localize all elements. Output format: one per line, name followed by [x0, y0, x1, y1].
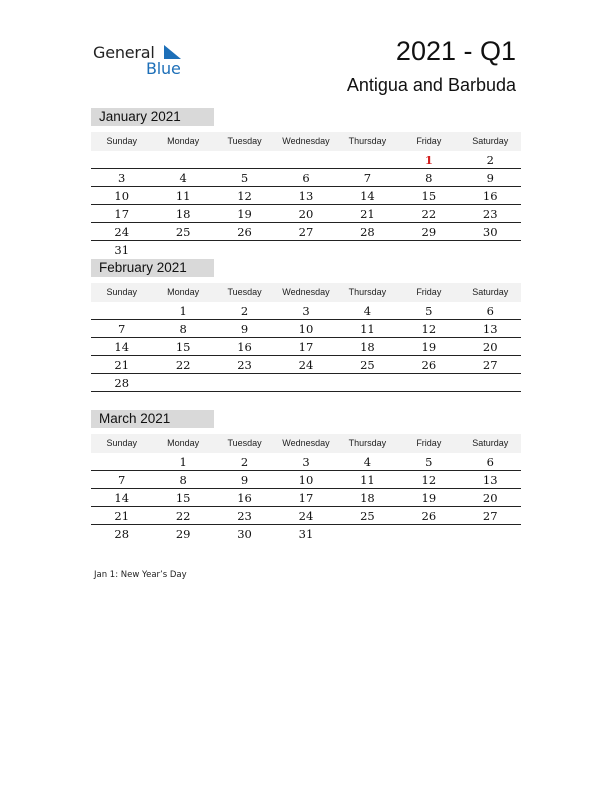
- weekday-header-row: [91, 283, 521, 302]
- week-row: [91, 489, 521, 507]
- day-cell: 26: [421, 509, 437, 523]
- day-cell: 14: [360, 189, 375, 203]
- day-cell: 1: [424, 153, 433, 167]
- weekday-label: Thursday: [348, 438, 387, 448]
- day-cell: 11: [360, 322, 375, 336]
- day-cell: 16: [237, 491, 252, 505]
- day-cell: 4: [363, 455, 372, 469]
- empty-day-cell: [275, 151, 336, 168]
- logo-text-blue: Blue: [146, 59, 181, 78]
- day-cell: 15: [421, 189, 437, 203]
- empty-day-cell: [337, 151, 398, 168]
- day-cell: 8: [425, 171, 433, 185]
- day-cell: 27: [298, 225, 314, 239]
- day-cell: 3: [302, 304, 310, 318]
- day-cell: 6: [486, 304, 494, 318]
- day-cell: 14: [114, 340, 130, 354]
- weekday-header-row: [91, 132, 521, 151]
- week-row: [91, 187, 521, 205]
- day-cell: 5: [240, 171, 249, 185]
- weekday-label: Sunday: [106, 438, 137, 448]
- weekday-label: Wednesday: [282, 438, 330, 448]
- day-cell: 28: [114, 527, 130, 541]
- day-cell: 15: [175, 340, 191, 354]
- month-calendar: [91, 410, 521, 542]
- day-cell: 1: [179, 455, 187, 469]
- day-cell: 31: [114, 243, 130, 257]
- logo-text-general: General: [93, 43, 155, 62]
- empty-day-cell: [337, 241, 398, 258]
- day-cell: 13: [482, 322, 498, 336]
- day-cell: 21: [360, 207, 375, 221]
- weekday-label: Saturday: [472, 136, 509, 146]
- empty-day-cell: [398, 241, 459, 258]
- day-cell: 12: [237, 189, 252, 203]
- day-cell: 8: [179, 473, 187, 487]
- weekday-label: Saturday: [472, 287, 509, 297]
- empty-day-cell: [275, 374, 336, 391]
- day-cell: 29: [421, 225, 437, 239]
- day-cell: 22: [175, 509, 191, 523]
- day-cell: 23: [237, 509, 252, 523]
- empty-day-cell: [337, 374, 398, 391]
- day-cell: 15: [175, 491, 191, 505]
- day-cell: 25: [360, 509, 375, 523]
- week-row: [91, 205, 521, 223]
- empty-day-cell: [275, 241, 336, 258]
- week-row: [91, 356, 521, 374]
- empty-day-cell: [214, 374, 275, 391]
- day-cell: 24: [298, 509, 314, 523]
- week-row: [91, 302, 521, 320]
- day-cell: 2: [240, 455, 249, 469]
- day-cell: 29: [175, 527, 191, 541]
- day-cell: 5: [425, 455, 433, 469]
- day-cell: 4: [179, 171, 187, 185]
- empty-day-cell: [398, 374, 459, 391]
- week-row: [91, 223, 521, 241]
- day-cell: 14: [114, 491, 130, 505]
- month-name: March 2021: [91, 410, 214, 428]
- weekday-label: Tuesday: [227, 438, 262, 448]
- empty-day-cell: [91, 151, 152, 168]
- day-cell: 28: [114, 376, 130, 390]
- day-cell: 27: [482, 509, 498, 523]
- day-cell: 21: [114, 358, 130, 372]
- weekday-label: Tuesday: [227, 287, 262, 297]
- day-cell: 24: [298, 358, 314, 372]
- weekday-label: Wednesday: [282, 136, 330, 146]
- day-cell: 10: [114, 189, 130, 203]
- day-cell: 25: [175, 225, 191, 239]
- empty-day-cell: [152, 374, 213, 391]
- week-row: [91, 453, 521, 471]
- empty-day-cell: [398, 525, 459, 542]
- empty-day-cell: [460, 374, 521, 391]
- weekday-label: Sunday: [106, 136, 137, 146]
- day-cell: 23: [482, 207, 498, 221]
- week-row: [91, 507, 521, 525]
- day-cell: 7: [363, 171, 372, 185]
- day-cell: 13: [482, 473, 498, 487]
- page-title: 2021 - Q1: [395, 36, 516, 66]
- weekday-label: Wednesday: [282, 287, 330, 297]
- holiday-list: [94, 570, 187, 580]
- day-cell: 19: [237, 207, 252, 221]
- day-cell: 18: [175, 207, 191, 221]
- empty-day-cell: [460, 241, 521, 258]
- day-cell: 20: [298, 207, 314, 221]
- day-cell: 20: [482, 491, 498, 505]
- day-cell: 20: [482, 340, 498, 354]
- day-cell: 9: [240, 322, 249, 336]
- day-cell: 16: [482, 189, 498, 203]
- day-cell: 13: [298, 189, 314, 203]
- day-cell: 6: [486, 455, 494, 469]
- day-cell: 22: [421, 207, 437, 221]
- empty-day-cell: [460, 525, 521, 542]
- day-cell: 11: [360, 473, 375, 487]
- day-cell: 9: [240, 473, 249, 487]
- day-cell: 2: [240, 304, 249, 318]
- day-cell: 25: [360, 358, 375, 372]
- generalblue-logo: [93, 40, 193, 80]
- day-cell: 2: [486, 153, 494, 167]
- day-cell: 17: [298, 340, 314, 354]
- day-cell: 7: [118, 473, 126, 487]
- day-cell: 7: [118, 322, 126, 336]
- day-cell: 30: [482, 225, 498, 239]
- empty-day-cell: [152, 151, 213, 168]
- day-cell: 28: [360, 225, 375, 239]
- week-row: [91, 374, 521, 392]
- day-cell: 30: [237, 527, 252, 541]
- weekday-label: Tuesday: [227, 136, 262, 146]
- day-cell: 3: [118, 171, 126, 185]
- weekday-label: Sunday: [106, 287, 137, 297]
- day-cell: 17: [298, 491, 314, 505]
- week-row: [91, 525, 521, 542]
- day-cell: 19: [421, 340, 437, 354]
- weekday-header-row: [91, 434, 521, 453]
- week-row: [91, 471, 521, 489]
- day-cell: 12: [421, 473, 437, 487]
- weekday-label: Monday: [167, 136, 200, 146]
- day-cell: 11: [175, 189, 191, 203]
- holiday-item: Jan 1: New Year’s Day: [94, 570, 187, 580]
- month-name: January 2021: [91, 108, 214, 126]
- empty-day-cell: [337, 525, 398, 542]
- weekday-label: Monday: [167, 287, 200, 297]
- weekday-label: Friday: [416, 438, 442, 448]
- weekday-label: Friday: [416, 287, 442, 297]
- day-cell: 24: [114, 225, 130, 239]
- day-cell: 12: [421, 322, 437, 336]
- day-cell: 21: [114, 509, 130, 523]
- empty-day-cell: [91, 453, 152, 470]
- day-cell: 9: [486, 171, 494, 185]
- day-cell: 31: [298, 527, 314, 541]
- day-cell: 6: [302, 171, 310, 185]
- day-cell: 5: [425, 304, 433, 318]
- day-cell: 18: [360, 340, 375, 354]
- empty-day-cell: [214, 241, 275, 258]
- day-cell: 16: [237, 340, 252, 354]
- week-row: [91, 338, 521, 356]
- day-cell: 1: [179, 304, 187, 318]
- day-cell: 17: [114, 207, 130, 221]
- weekday-label: Monday: [167, 438, 200, 448]
- month-calendar: [91, 259, 521, 392]
- day-cell: 10: [298, 473, 314, 487]
- country-name: Antigua and Barbuda: [346, 75, 516, 95]
- day-cell: 22: [175, 358, 191, 372]
- empty-day-cell: [91, 302, 152, 319]
- weekday-label: Saturday: [472, 438, 509, 448]
- month-name: February 2021: [91, 259, 214, 277]
- week-row: [91, 151, 521, 169]
- day-cell: 26: [237, 225, 252, 239]
- logo-triangle-icon: [162, 44, 182, 60]
- day-cell: 27: [482, 358, 498, 372]
- day-cell: 8: [179, 322, 187, 336]
- weekday-label: Friday: [416, 136, 442, 146]
- day-cell: 3: [302, 455, 310, 469]
- weekday-label: Thursday: [348, 136, 387, 146]
- empty-day-cell: [214, 151, 275, 168]
- empty-day-cell: [152, 241, 213, 258]
- month-calendar: [91, 108, 521, 258]
- week-row: [91, 169, 521, 187]
- day-cell: 23: [237, 358, 252, 372]
- weekday-label: Thursday: [348, 287, 387, 297]
- day-cell: 10: [298, 322, 314, 336]
- day-cell: 18: [360, 491, 375, 505]
- day-cell: 4: [363, 304, 372, 318]
- day-cell: 19: [421, 491, 437, 505]
- week-row: [91, 320, 521, 338]
- week-row: [91, 241, 521, 258]
- day-cell: 26: [421, 358, 437, 372]
